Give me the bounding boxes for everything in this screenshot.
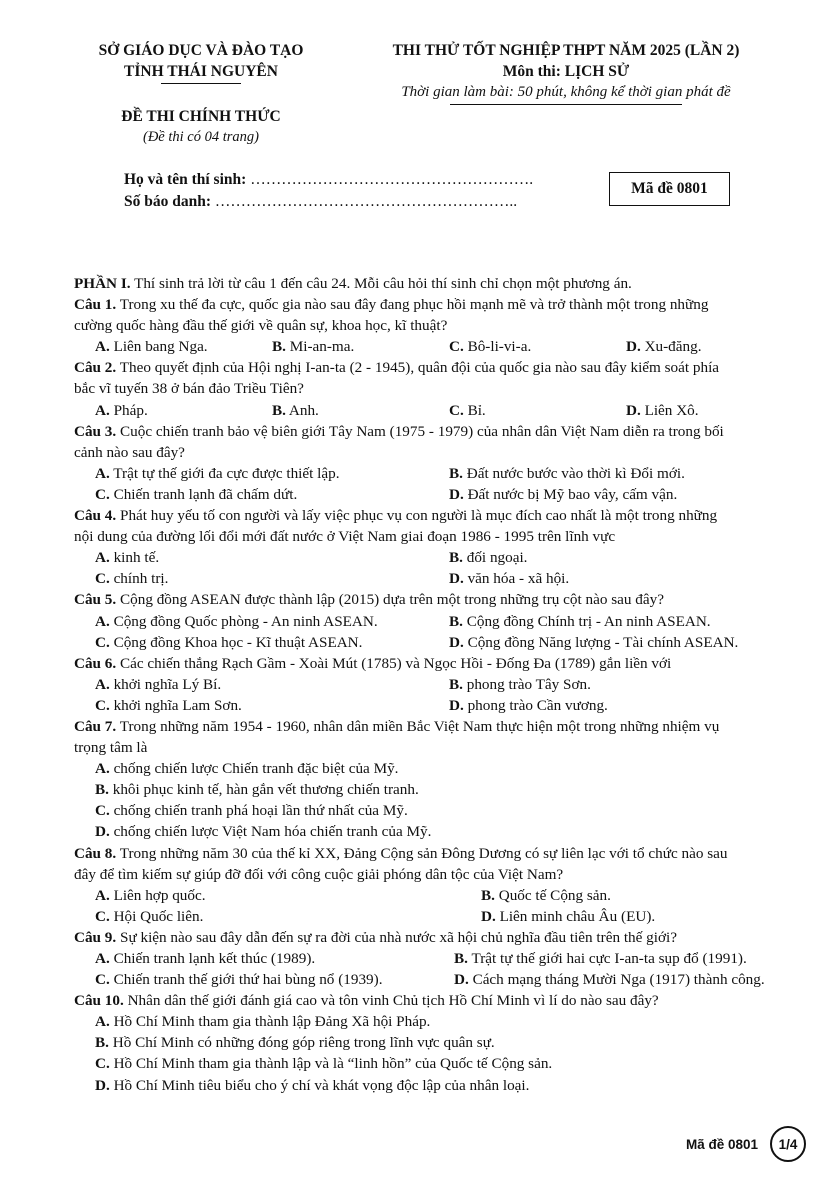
option-key: A.: [95, 760, 110, 778]
option-text: Cộng đồng Quốc phòng - An ninh ASEAN.: [113, 612, 378, 630]
option-c[interactable]: [95, 695, 449, 716]
option-d[interactable]: [626, 400, 803, 421]
option-row: [74, 611, 814, 632]
option-b[interactable]: [449, 611, 803, 632]
option-row: [74, 463, 814, 484]
option-a[interactable]: [95, 674, 449, 695]
option-b[interactable]: [74, 779, 814, 800]
option-a[interactable]: [95, 547, 449, 568]
option-d[interactable]: [74, 821, 814, 842]
option-row: [74, 906, 814, 927]
option-key: B.: [95, 1034, 109, 1052]
option-text: chính trị.: [113, 570, 169, 588]
option-text: Đất nước bị Mỹ bao vây, cấm vận.: [467, 485, 678, 503]
option-b[interactable]: [449, 463, 803, 484]
candidate-name-row: [124, 169, 533, 191]
option-d[interactable]: [449, 484, 803, 505]
question: [74, 653, 814, 674]
option-key: C.: [95, 907, 110, 925]
option-text: Chiến tranh thế giới thứ hai bùng nổ (1939).: [113, 971, 383, 989]
question-text-cont: cảnh nào sau đây?: [74, 443, 185, 461]
question-number: Câu 3.: [74, 422, 117, 440]
question-number: Câu 5.: [74, 591, 117, 609]
option-text: Xu-đăng.: [644, 338, 702, 356]
option-d[interactable]: [449, 695, 803, 716]
option-text: Hồ Chí Minh có những đóng góp riêng trong lĩnh vực quân sự.: [112, 1034, 495, 1052]
option-text: khởi nghĩa Lam Sơn.: [113, 696, 242, 714]
option-key: D.: [626, 401, 641, 419]
option-text: Chiến tranh lạnh đã chấm dứt.: [113, 485, 298, 503]
question-text: Cuộc chiến tranh bảo vệ biên giới Tây Nam (1975 - 1979) của nhân dân Việt Nam diễn ra trong bối: [120, 422, 724, 440]
option-key: C.: [449, 338, 464, 356]
option-key: B.: [449, 612, 463, 630]
option-b[interactable]: [74, 1032, 814, 1053]
question: [74, 357, 814, 378]
department-name: SỞ GIÁO DỤC VÀ ĐÀO TẠO: [98, 42, 304, 59]
question-number: Câu 4.: [74, 507, 117, 525]
option-key: C.: [95, 485, 110, 503]
option-text: Hội Quốc liên.: [113, 907, 204, 925]
exam-title: THI THỬ TỐT NGHIỆP THPT NĂM 2025 (LẦN 2): [392, 42, 740, 59]
option-text: khôi phục kinh tế, hàn gắn vết thương chiến tranh.: [112, 781, 419, 799]
exam-title-block: [346, 40, 786, 105]
option-key: D.: [95, 1076, 110, 1094]
option-text: Cộng đồng Chính trị - An ninh ASEAN.: [466, 612, 711, 630]
option-a[interactable]: [74, 1011, 814, 1032]
option-text: đối ngoại.: [466, 549, 528, 567]
option-row: [74, 632, 814, 653]
option-b[interactable]: [449, 674, 803, 695]
question: [74, 716, 814, 737]
option-a[interactable]: [95, 336, 272, 357]
option-key: A.: [95, 549, 110, 567]
option-c[interactable]: [95, 632, 449, 653]
option-b[interactable]: [449, 547, 803, 568]
option-key: D.: [95, 823, 110, 841]
option-key: C.: [449, 401, 464, 419]
option-key: A.: [95, 675, 110, 693]
option-b[interactable]: [481, 885, 611, 906]
option-key: C.: [95, 570, 110, 588]
option-text: Cộng đồng Khoa học - Kĩ thuật ASEAN.: [113, 633, 363, 651]
candidate-name-field[interactable]: ……………………………………………….: [250, 171, 534, 188]
question-text-cont: trọng tâm là: [74, 739, 148, 757]
option-key: C.: [95, 971, 110, 989]
option-key: A.: [95, 886, 110, 904]
option-d[interactable]: [481, 906, 655, 927]
option-b[interactable]: [272, 336, 449, 357]
option-key: B.: [454, 950, 468, 967]
candidate-id-field[interactable]: …………………………………………………..: [214, 193, 518, 210]
question: [74, 505, 814, 526]
option-b[interactable]: [454, 948, 747, 969]
option-text: Trật tự thế giới hai cực I-an-ta sụp đổ (1991).: [471, 950, 747, 967]
question: [74, 421, 814, 442]
option-a[interactable]: [95, 400, 272, 421]
option-text: phong trào Cần vương.: [467, 696, 608, 714]
option-text: văn hóa - xã hội.: [467, 570, 570, 588]
option-row: [74, 948, 814, 969]
question: [74, 990, 814, 1011]
official-block: [66, 106, 336, 148]
candidate-id-label: Số báo danh:: [124, 193, 212, 210]
option-text: Cách mạng tháng Mười Nga (1917) thành công.: [472, 971, 765, 989]
title-underline: [450, 104, 682, 105]
option-c[interactable]: [449, 400, 626, 421]
question: [74, 843, 814, 864]
option-text: chống chiến tranh phá hoại lần thứ nhất của Mỹ.: [113, 802, 408, 820]
option-key: D.: [449, 696, 464, 714]
part-label: PHẦN I.: [74, 275, 131, 292]
option-c[interactable]: [74, 1053, 814, 1074]
option-row: [74, 400, 814, 421]
question-number: Câu 9.: [74, 928, 117, 946]
option-a[interactable]: [95, 948, 454, 969]
option-text: Chiến tranh lạnh kết thúc (1989).: [113, 950, 316, 967]
option-text: Hồ Chí Minh tiêu biểu cho ý chí và khát vọng độc lập của nhân loại.: [113, 1076, 530, 1094]
page-footer: [686, 1126, 806, 1162]
option-key: C.: [95, 696, 110, 714]
option-row: [74, 484, 814, 505]
option-key: B.: [449, 549, 463, 567]
option-c[interactable]: [95, 906, 481, 927]
option-row: [74, 885, 814, 906]
option-a[interactable]: [95, 885, 481, 906]
option-text: chống chiến lược Việt Nam hóa chiến tranh của Mỹ.: [113, 823, 432, 841]
option-row: [74, 336, 814, 357]
option-text: Liên bang Nga.: [113, 338, 208, 356]
option-b[interactable]: [272, 400, 449, 421]
option-text: Quốc tế Cộng sản.: [498, 886, 611, 904]
issuer-underline: [161, 83, 241, 84]
official-label: ĐỀ THI CHÍNH THỨC: [121, 108, 281, 125]
option-d[interactable]: [449, 568, 803, 589]
option-row: [74, 695, 814, 716]
exam-body: [74, 273, 814, 1096]
option-text: Liên Xô.: [644, 401, 699, 419]
option-key: A.: [95, 464, 110, 482]
option-text: Trật tự thế giới đa cực được thiết lập.: [113, 464, 340, 482]
question-text-cont: cường quốc hàng đầu thế giới về quân sự, khoa học, kĩ thuật?: [74, 317, 448, 335]
option-d[interactable]: [626, 336, 803, 357]
option-key: D.: [449, 485, 464, 503]
question-text: Trong những năm 1954 - 1960, nhân dân miền Bắc Việt Nam thực hiện một trong những nhiệm vụ: [119, 717, 720, 735]
option-a[interactable]: [95, 611, 449, 632]
province-name: TỈNH THÁI NGUYÊN: [124, 63, 278, 80]
candidate-info: [124, 169, 533, 213]
option-key: B.: [272, 401, 286, 419]
option-text: Mi-an-ma.: [289, 338, 355, 356]
question-text: Cộng đồng ASEAN được thành lập (2015) dựa trên một trong những trụ cột nào sau đây?: [120, 591, 664, 609]
question-number: Câu 10.: [74, 992, 124, 1010]
option-key: B.: [481, 886, 495, 904]
candidate-name-label: Họ và tên thí sinh:: [124, 171, 247, 188]
option-key: D.: [481, 907, 496, 925]
option-text: khởi nghĩa Lý Bí.: [113, 675, 222, 693]
option-a[interactable]: [95, 463, 449, 484]
option-key: A.: [95, 338, 110, 356]
option-key: A.: [95, 1013, 110, 1031]
question-number: Câu 8.: [74, 844, 117, 862]
question-text: Sự kiện nào sau đây dẫn đến sự ra đời của nhà nước xã hội chủ nghĩa đầu tiên trên thế giới?: [120, 928, 677, 946]
option-key: D.: [454, 971, 469, 989]
question-number: Câu 1.: [74, 296, 117, 314]
option-text: Liên minh châu Âu (EU).: [499, 907, 656, 925]
option-c[interactable]: [74, 800, 814, 821]
option-c[interactable]: [95, 568, 449, 589]
option-key: A.: [95, 612, 110, 630]
option-c[interactable]: [449, 336, 626, 357]
question-text: Nhân dân thế giới đánh giá cao và tôn vinh Chủ tịch Hồ Chí Minh vì lí do nào sau đây?: [127, 992, 659, 1010]
option-key: D.: [626, 338, 641, 356]
subject-line: Môn thi: LỊCH SỬ: [502, 63, 630, 80]
option-key: B.: [449, 464, 463, 482]
option-text: kinh tế.: [113, 549, 160, 567]
question-text-cont: nội dung của đường lối đổi mới đất nước ở Việt Nam giai đoạn 1986 - 1995 trên lĩnh vực: [74, 528, 616, 546]
question-text-cont: bắc vĩ tuyến 38 ở bán đảo Triều Tiên?: [74, 380, 304, 398]
question-number: Câu 6.: [74, 654, 117, 672]
option-c[interactable]: [95, 484, 449, 505]
question-text-cont: đây để tìm kiếm sự giúp đỡ đối với công cuộc giải phóng dân tộc của Việt Nam?: [74, 865, 564, 883]
question-text: Trong xu thế đa cực, quốc gia nào sau đây đang phục hồi mạnh mẽ và trở thành một trong những: [119, 296, 709, 314]
option-text: Đất nước bước vào thời kì Đổi mới.: [466, 464, 685, 482]
pages-note: (Đề thi có 04 trang): [143, 129, 259, 145]
option-text: phong trào Tây Sơn.: [466, 675, 591, 693]
option-row: [74, 969, 814, 990]
question-number: Câu 2.: [74, 359, 117, 377]
option-row: [74, 674, 814, 695]
option-key: C.: [95, 633, 110, 651]
option-text: Hồ Chí Minh tham gia thành lập Đảng Xã hội Pháp.: [113, 1013, 431, 1031]
question-text: Các chiến thắng Rạch Gầm - Xoài Mút (1785) và Ngọc Hồi - Đống Đa (1789) gắn liền với: [120, 654, 672, 672]
option-text: Hồ Chí Minh tham gia thành lập và là “linh hồn” của Quốc tế Cộng sản.: [113, 1055, 553, 1073]
option-text: Pháp.: [113, 401, 148, 419]
time-note: Thời gian làm bài: 50 phút, không kể thời gian phát đề: [401, 84, 731, 100]
question: [74, 927, 814, 948]
option-key: B.: [95, 781, 109, 799]
option-text: Anh.: [288, 401, 319, 419]
page-number-badge: 1/4: [770, 1126, 806, 1162]
option-d[interactable]: [449, 632, 803, 653]
option-row: [74, 568, 814, 589]
part-text: Thí sinh trả lời từ câu 1 đến câu 24. Mỗi câu hỏi thí sinh chỉ chọn một phương án.: [134, 275, 632, 292]
question-text: Phát huy yếu tố con người và lấy việc phục vụ con người là mục đích cao nhất là một trong những: [120, 507, 718, 525]
option-row: [74, 547, 814, 568]
question: [74, 589, 814, 610]
option-key: B.: [272, 338, 286, 356]
option-c[interactable]: [95, 969, 454, 990]
issuer-block: [66, 40, 336, 84]
question-text: Theo quyết định của Hội nghị I-an-ta (2 - 1945), quân đội của quốc gia nào sau đây kiểm soát phía: [119, 359, 720, 377]
question-number: Câu 7.: [74, 717, 117, 735]
footer-exam-code: Mã đề 0801: [686, 1136, 759, 1152]
part-instruction: [74, 273, 814, 294]
question-text: Trong những năm 30 của thế kỉ XX, Đảng Cộng sản Đông Dương có sự liên lạc với tổ chức nào sau: [119, 844, 728, 862]
option-d[interactable]: [454, 969, 765, 990]
option-text: Bô-li-vi-a.: [467, 338, 532, 356]
option-key: D.: [449, 633, 464, 651]
option-key: D.: [449, 570, 464, 588]
option-text: Bỉ.: [467, 401, 486, 419]
option-text: Liên hợp quốc.: [113, 886, 206, 904]
option-d[interactable]: [74, 1075, 814, 1096]
option-key: C.: [95, 802, 110, 820]
option-key: C.: [95, 1055, 110, 1073]
candidate-id-row: [124, 191, 533, 213]
question: [74, 294, 814, 315]
exam-code-box: Mã đề 0801: [609, 172, 730, 206]
option-a[interactable]: [74, 758, 814, 779]
option-key: A.: [95, 950, 110, 967]
option-key: A.: [95, 401, 110, 419]
option-text: chống chiến lược Chiến tranh đặc biệt của Mỹ.: [113, 760, 399, 778]
option-key: B.: [449, 675, 463, 693]
option-text: Cộng đồng Năng lượng - Tài chính ASEAN.: [467, 633, 739, 651]
